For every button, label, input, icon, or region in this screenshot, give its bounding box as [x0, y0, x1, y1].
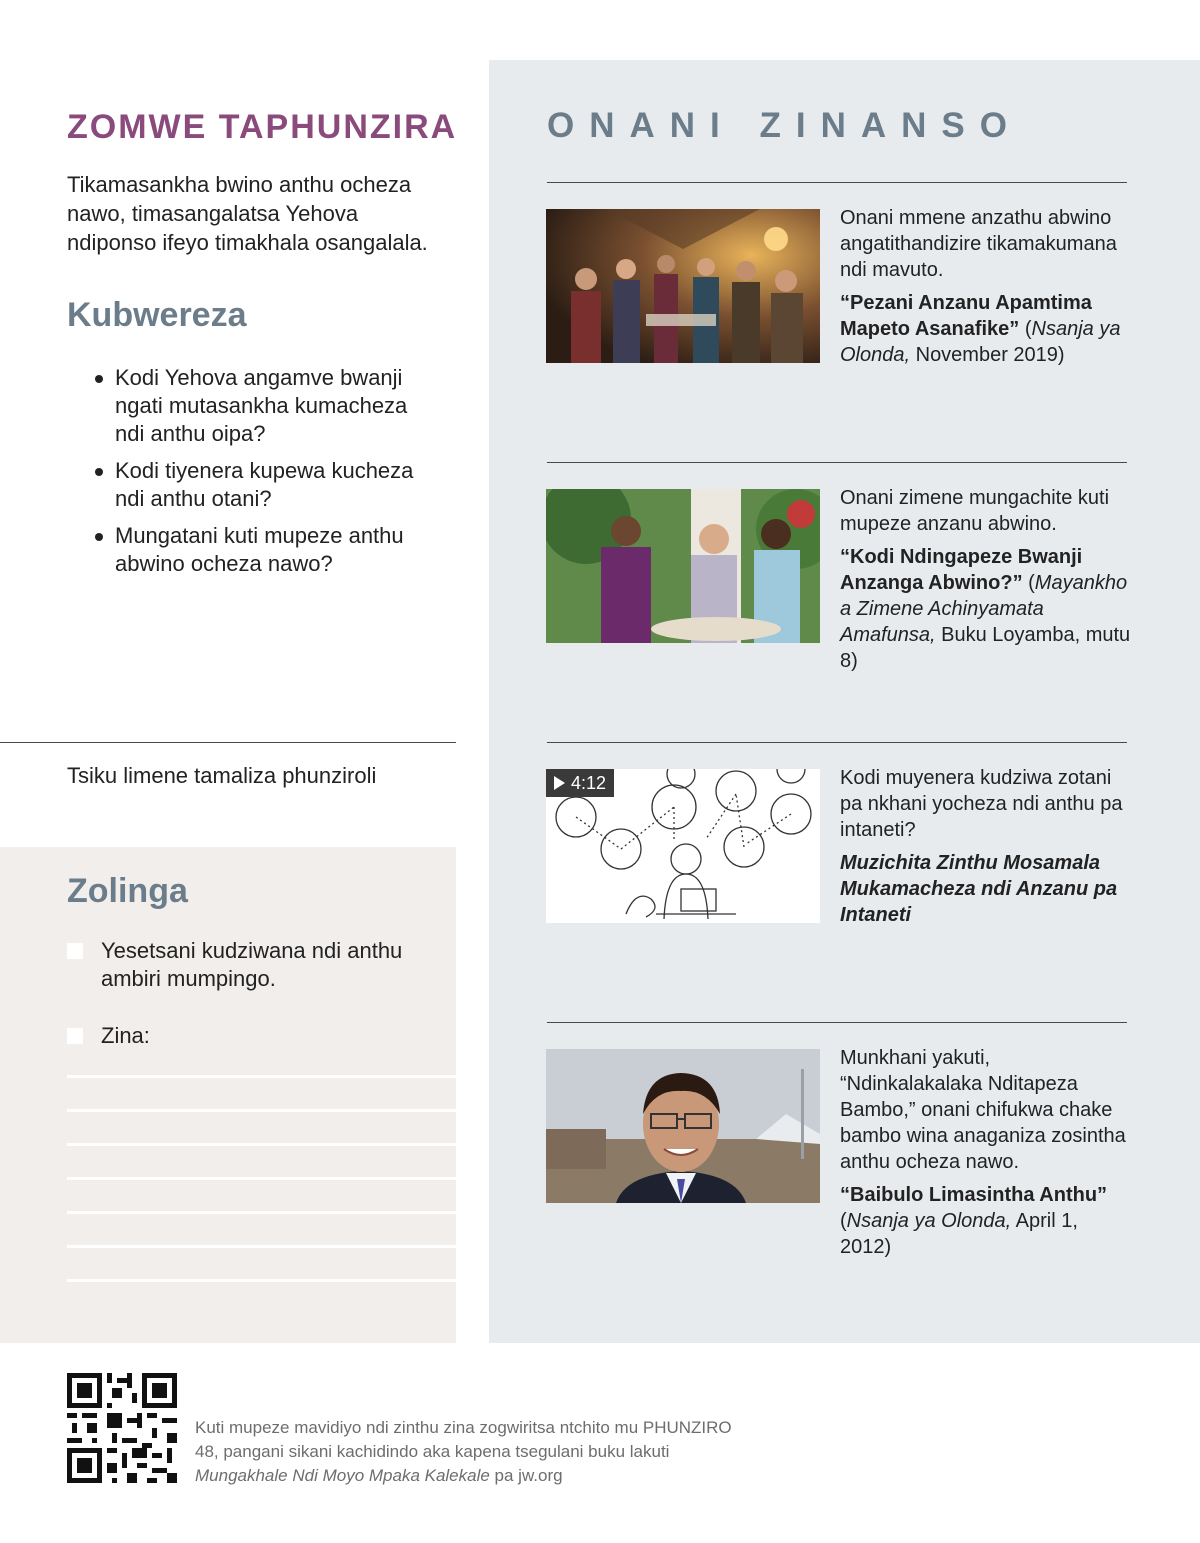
resource-description: Munkhani yakuti, “Ndinkalakalaka Nditapeza Bambo,” onani chifukwa chake bambo wina anaganiza zosintha anthu ocheza nawo.	[840, 1047, 1126, 1173]
summary-heading: ZOMWE TAPHUNZIRA	[67, 108, 458, 146]
play-icon	[554, 776, 565, 790]
online-friends-video-thumbnail[interactable]	[546, 769, 820, 923]
divider	[547, 1022, 1127, 1023]
list-item: Mungatani kuti mupeze anthu abwino ocheza nawo?	[93, 522, 438, 578]
writing-line[interactable]	[67, 1143, 456, 1146]
writing-line[interactable]	[67, 1245, 456, 1248]
review-heading: Kubwereza	[67, 296, 247, 334]
summary-text: Tikamasankha bwino anthu ocheza nawo, timasangalatsa Yehova ndiponso ifeyo timakhala osangalala.	[67, 172, 428, 255]
resource-title: “Baibulo Limasintha Anthu”	[840, 1184, 1108, 1206]
resource-title: “Pezani Anzanu Apamtima Mapeto Asanafike”	[840, 292, 1092, 340]
list-item: Kodi tiyenera kupewa kucheza ndi anthu otani?	[93, 457, 438, 513]
divider	[547, 462, 1127, 463]
resource-description: Onani mmene anzathu abwino angatithandizire tikamakumana ndi mavuto.	[840, 207, 1117, 281]
goal-checkbox[interactable]	[67, 943, 83, 959]
resource-entry-4	[840, 1045, 1132, 1260]
footer-note	[195, 1416, 755, 1488]
resource-reference[interactable]	[840, 544, 1132, 674]
related-resources-heading: ONANI ZINANSO	[547, 106, 1022, 145]
resource-description: Onani zimene mungachite kuti mupeze anzanu abwino.	[840, 487, 1110, 535]
resource-date: Buku Loyamba, mutu 8)	[840, 624, 1131, 672]
writing-line[interactable]	[67, 1211, 456, 1214]
resource-date: November 2019)	[910, 344, 1065, 366]
paren: (	[1019, 318, 1032, 340]
resource-entry-1	[840, 205, 1132, 368]
resource-entry-3	[840, 765, 1132, 928]
video-duration-badge	[546, 769, 614, 797]
completion-date-label: Tsiku limene tamaliza phunziroli	[67, 763, 377, 788]
resource-entry-2	[840, 485, 1132, 674]
divider	[0, 742, 456, 743]
goal-item	[67, 1022, 447, 1050]
resource-source: Nsanja ya Olonda,	[840, 318, 1121, 366]
goals-panel	[0, 847, 456, 1343]
paren: (	[840, 1210, 847, 1232]
video-duration: 4:12	[571, 773, 607, 793]
footer-text: Kuti mupeze mavidiyo ndi zinthu zina zogwiritsa ntchito mu PHUNZIRO 48, pangani sikani kachidindo aka kapena tsegulani buku lakuti	[195, 1418, 732, 1461]
resource-description: Kodi muyenera kudziwa zotani pa nkhani yocheza ndi anthu pa intaneti?	[840, 767, 1123, 841]
writing-line[interactable]	[67, 1109, 456, 1112]
writing-line[interactable]	[67, 1177, 456, 1180]
divider	[547, 182, 1127, 183]
goals-heading: Zolinga	[67, 872, 188, 910]
resource-date: April 1, 2012)	[840, 1210, 1078, 1258]
footer-text-end: pa jw.org	[489, 1466, 563, 1485]
goal-text: Yesetsani kudziwana ndi anthu ambiri mumpingo.	[101, 938, 403, 991]
paren: (	[1022, 572, 1035, 594]
writing-line[interactable]	[67, 1279, 456, 1282]
goal-checkbox[interactable]	[67, 1028, 83, 1044]
resource-reference[interactable]	[840, 1182, 1132, 1260]
review-questions	[93, 364, 438, 587]
smiling-man-photo[interactable]	[546, 1049, 820, 1203]
resource-title: “Kodi Ndingapeze Bwanji Anzanga Abwino?”	[840, 546, 1083, 594]
divider	[547, 742, 1127, 743]
goal-text: Zina:	[101, 1023, 150, 1048]
book-title[interactable]: Mungakhale Ndi Moyo Mpaka Kalekale	[195, 1466, 490, 1485]
goals-list	[67, 937, 447, 1079]
group-study-attic-photo[interactable]	[546, 209, 820, 363]
resource-reference[interactable]	[840, 290, 1132, 368]
goal-item	[67, 937, 447, 993]
list-item: Kodi Yehova angamve bwanji ngati mutasankha kumacheza ndi anthu oipa?	[93, 364, 438, 448]
resource-reference[interactable]	[840, 850, 1132, 928]
writing-line[interactable]	[67, 1075, 456, 1078]
three-women-talking-photo[interactable]	[546, 489, 820, 643]
resource-source: Mayankho a Zimene Achinyamata Amafunsa,	[840, 572, 1128, 646]
resource-source: Nsanja ya Olonda,	[846, 1210, 1012, 1232]
video-title: Muzichita Zinthu Mosamala Mukamacheza ndi Anzanu pa Intaneti	[840, 852, 1118, 926]
qr-code[interactable]	[67, 1373, 177, 1483]
